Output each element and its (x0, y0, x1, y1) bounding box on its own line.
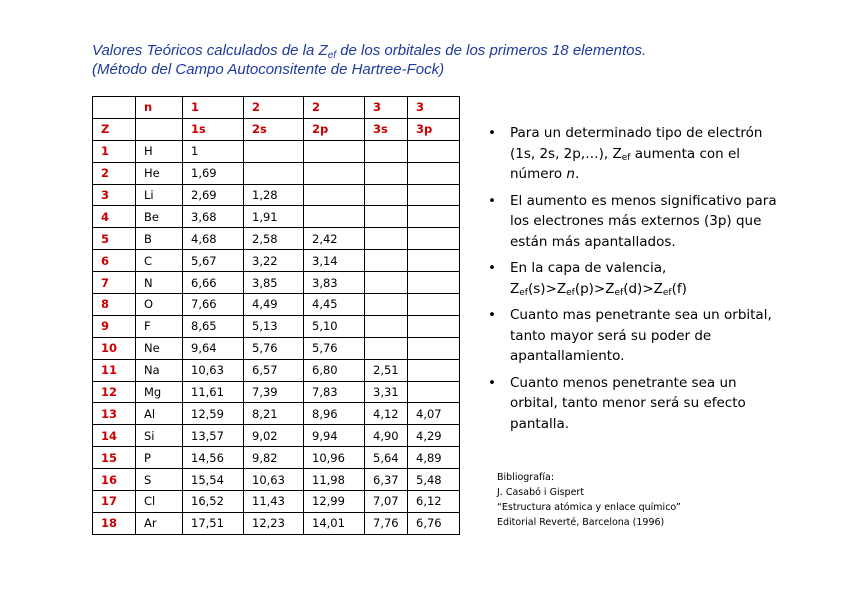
atomic-number-cell: 13 (93, 403, 136, 425)
atomic-number-cell: 18 (93, 512, 136, 534)
zef-value-cell: 3,83 (304, 272, 365, 294)
element-cell: Si (136, 425, 183, 447)
zef-value-cell: 9,94 (304, 425, 365, 447)
zef-table (92, 96, 460, 535)
zef-value-cell: 14,01 (304, 512, 365, 534)
zef-value-cell: 2,42 (304, 228, 365, 250)
note-text: Cuanto mas penetrante sea un orbital, tanto mayor será su poder de apantallamiento. (510, 307, 772, 364)
element-cell: Mg (136, 381, 183, 403)
zef-value-cell (304, 206, 365, 228)
table-row (93, 315, 460, 337)
zef-value-cell: 12,99 (304, 491, 365, 513)
zef-value-cell (408, 272, 460, 294)
note-item (488, 258, 788, 299)
zef-value-cell (304, 162, 365, 184)
note-text: En la capa de valencia, (510, 260, 667, 276)
note-item (488, 305, 788, 367)
zef-value-cell (365, 250, 408, 272)
table-row (93, 381, 460, 403)
zef-value-cell: 14,56 (183, 447, 244, 469)
atomic-number-cell: 8 (93, 294, 136, 316)
note-subscript: ef (621, 152, 631, 163)
zef-value-cell (304, 140, 365, 162)
title-text-end: de los orbitales de los primeros 18 elementos. (336, 42, 647, 59)
zef-value-cell: 5,13 (244, 315, 304, 337)
zef-value-cell (408, 228, 460, 250)
note-text: . (574, 166, 580, 182)
zef-value-cell: 9,64 (183, 337, 244, 359)
element-cell: Ar (136, 512, 183, 534)
zef-value-cell: 3,31 (365, 381, 408, 403)
table-row (93, 272, 460, 294)
zef-value-cell: 8,65 (183, 315, 244, 337)
zef-value-cell: 4,89 (408, 447, 460, 469)
element-cell: O (136, 294, 183, 316)
zef-value-cell (408, 140, 460, 162)
element-cell: F (136, 315, 183, 337)
zef-value-cell: 16,52 (183, 491, 244, 513)
element-cell: Al (136, 403, 183, 425)
table-row (93, 294, 460, 316)
element-cell: H (136, 140, 183, 162)
element-cell: He (136, 162, 183, 184)
zef-value-cell: 6,12 (408, 491, 460, 513)
zef-value-cell (365, 162, 408, 184)
zef-value-cell: 6,66 (183, 272, 244, 294)
zef-value-cell: 2,51 (365, 359, 408, 381)
table-row (93, 337, 460, 359)
zef-value-cell: 1,91 (244, 206, 304, 228)
zef-value-cell: 11,98 (304, 469, 365, 491)
table-row (93, 250, 460, 272)
header-cell: 2 (304, 97, 365, 119)
zef-value-cell (408, 184, 460, 206)
bibliography (497, 470, 797, 530)
zef-value-cell: 1 (183, 140, 244, 162)
zef-value-cell: 17,51 (183, 512, 244, 534)
header-cell: 3 (408, 97, 460, 119)
bullet-icon: • (488, 307, 496, 323)
zef-value-cell: 5,64 (365, 447, 408, 469)
atomic-number-cell: 11 (93, 359, 136, 381)
zef-value-cell (408, 315, 460, 337)
zef-value-cell: 7,07 (365, 491, 408, 513)
zef-value-cell: 4,49 (244, 294, 304, 316)
zef-value-cell: 7,83 (304, 381, 365, 403)
notes-list (488, 123, 788, 440)
table-row (93, 359, 460, 381)
zef-value-cell: 7,76 (365, 512, 408, 534)
element-cell: Ne (136, 337, 183, 359)
header-cell: 2s (244, 118, 304, 140)
zef-value-cell: 2,69 (183, 184, 244, 206)
atomic-number-cell: 14 (93, 425, 136, 447)
zef-value-cell: 4,29 (408, 425, 460, 447)
table-row (93, 447, 460, 469)
title-text: Valores Teóricos calculados de la Z (92, 42, 328, 59)
zef-value-cell: 12,23 (244, 512, 304, 534)
element-cell: C (136, 250, 183, 272)
zef-value-cell: 12,59 (183, 403, 244, 425)
atomic-number-cell: 6 (93, 250, 136, 272)
zef-value-cell (244, 140, 304, 162)
table-row (93, 491, 460, 513)
bullet-icon: • (488, 260, 496, 276)
zef-value-cell: 3,14 (304, 250, 365, 272)
bullet-icon: • (488, 192, 496, 209)
zef-value-cell: 4,90 (365, 425, 408, 447)
header-blank-cell (136, 118, 183, 140)
table-row (93, 228, 460, 250)
zef-value-cell: 6,37 (365, 469, 408, 491)
atomic-number-cell: 9 (93, 315, 136, 337)
zef-value-cell: 11,43 (244, 491, 304, 513)
header-cell: 1 (183, 97, 244, 119)
zef-value-cell (365, 206, 408, 228)
zef-value-cell (365, 140, 408, 162)
note-text: El aumento es menos significativo para los electrones más externos (3p) que están más apantallados. (510, 192, 777, 250)
zef-value-cell: 9,02 (244, 425, 304, 447)
zef-value-cell: 1,28 (244, 184, 304, 206)
element-cell: P (136, 447, 183, 469)
zef-value-cell: 10,63 (244, 469, 304, 491)
table-row (93, 403, 460, 425)
element-cell: Be (136, 206, 183, 228)
table-row (93, 162, 460, 184)
bibliography-publisher: Editorial Reverté, Barcelona (1996) (497, 517, 665, 528)
note-italic: n (566, 166, 575, 182)
header-row-n (93, 97, 460, 119)
table-row (93, 469, 460, 491)
note-item (488, 191, 788, 253)
zef-value-cell: 5,67 (183, 250, 244, 272)
header-cell: n (136, 97, 183, 119)
zef-value-cell: 5,76 (304, 337, 365, 359)
header-cell: 3s (365, 118, 408, 140)
bibliography-heading: Bibliografía: (497, 472, 555, 483)
zef-value-cell: 5,76 (244, 337, 304, 359)
table-row (93, 184, 460, 206)
element-cell: Li (136, 184, 183, 206)
atomic-number-cell: 3 (93, 184, 136, 206)
zef-value-cell: 9,82 (244, 447, 304, 469)
zef-value-cell: 4,68 (183, 228, 244, 250)
zef-value-cell: 15,54 (183, 469, 244, 491)
zef-value-cell: 2,58 (244, 228, 304, 250)
zef-value-cell (408, 162, 460, 184)
zef-value-cell: 4,45 (304, 294, 365, 316)
zef-value-cell: 3,22 (244, 250, 304, 272)
zef-value-cell (365, 228, 408, 250)
zef-value-cell (408, 381, 460, 403)
title-subscript: ef (327, 50, 337, 61)
note-text: Para un determinado tipo de electrón (1s, 2s, 2p,…), Z (510, 125, 763, 162)
note-text: aumenta con el número (510, 145, 741, 182)
table-row (93, 140, 460, 162)
atomic-number-cell: 15 (93, 447, 136, 469)
zef-value-cell: 10,96 (304, 447, 365, 469)
zef-value-cell: 4,12 (365, 403, 408, 425)
zef-value-cell: 6,76 (408, 512, 460, 534)
title-line-2: (Método del Campo Autoconsitente de Hartree-Fock) (92, 61, 445, 78)
atomic-number-cell: 4 (93, 206, 136, 228)
header-cell: Z (93, 118, 136, 140)
note-item (488, 373, 788, 435)
element-cell: N (136, 272, 183, 294)
atomic-number-cell: 5 (93, 228, 136, 250)
element-cell: B (136, 228, 183, 250)
bibliography-author: J. Casabó i Gispert (497, 487, 585, 498)
atomic-number-cell: 10 (93, 337, 136, 359)
header-blank-cell (93, 97, 136, 119)
zef-value-cell: 6,57 (244, 359, 304, 381)
header-cell: 3 (365, 97, 408, 119)
zef-value-cell (408, 206, 460, 228)
header-cell: 1s (183, 118, 244, 140)
zef-value-cell (408, 250, 460, 272)
zef-value-cell (365, 272, 408, 294)
zef-value-cell: 5,48 (408, 469, 460, 491)
zef-value-cell: 3,68 (183, 206, 244, 228)
zef-value-cell: 4,07 (408, 403, 460, 425)
header-row-orbital (93, 118, 460, 140)
zef-value-cell: 11,61 (183, 381, 244, 403)
zef-value-cell (408, 359, 460, 381)
bullet-icon: • (488, 125, 496, 141)
zef-value-cell: 5,10 (304, 315, 365, 337)
bullet-icon: • (488, 374, 496, 391)
valence-order: $Z_{ef}(s)>Z_{ef}(p)>Z_{ef}(d)>Z_{ef}(f)$ (510, 280, 687, 298)
zef-value-cell (408, 337, 460, 359)
zef-value-cell (244, 162, 304, 184)
zef-value-cell: 13,57 (183, 425, 244, 447)
zef-value-cell (365, 315, 408, 337)
zef-value-cell: 1,69 (183, 162, 244, 184)
zef-value-cell: 6,80 (304, 359, 365, 381)
zef-value-cell: 3,85 (244, 272, 304, 294)
zef-value-cell (365, 184, 408, 206)
atomic-number-cell: 16 (93, 469, 136, 491)
atomic-number-cell: 2 (93, 162, 136, 184)
table-row (93, 425, 460, 447)
zef-value-cell: 7,66 (183, 294, 244, 316)
element-cell: S (136, 469, 183, 491)
atomic-number-cell: 1 (93, 140, 136, 162)
slide-title (92, 41, 752, 79)
zef-value-cell: 10,63 (183, 359, 244, 381)
zef-value-cell (408, 294, 460, 316)
zef-value-cell (365, 294, 408, 316)
table-row (93, 206, 460, 228)
atomic-number-cell: 7 (93, 272, 136, 294)
note-text: Cuanto menos penetrante sea un orbital, tanto menor será su efecto pantalla. (510, 374, 746, 432)
zef-value-cell: 7,39 (244, 381, 304, 403)
zef-value-cell (304, 184, 365, 206)
title-line-1 (92, 41, 752, 60)
atomic-number-cell: 12 (93, 381, 136, 403)
header-cell: 2 (244, 97, 304, 119)
element-cell: Na (136, 359, 183, 381)
note-item (488, 123, 788, 185)
element-cell: Cl (136, 491, 183, 513)
table-row (93, 512, 460, 534)
zef-value-cell: 8,21 (244, 403, 304, 425)
zef-value-cell (365, 337, 408, 359)
header-cell: 2p (304, 118, 365, 140)
bibliography-book: “Estructura atómica y enlace químico” (497, 502, 681, 513)
zef-value-cell: 8,96 (304, 403, 365, 425)
header-cell: 3p (408, 118, 460, 140)
atomic-number-cell: 17 (93, 491, 136, 513)
